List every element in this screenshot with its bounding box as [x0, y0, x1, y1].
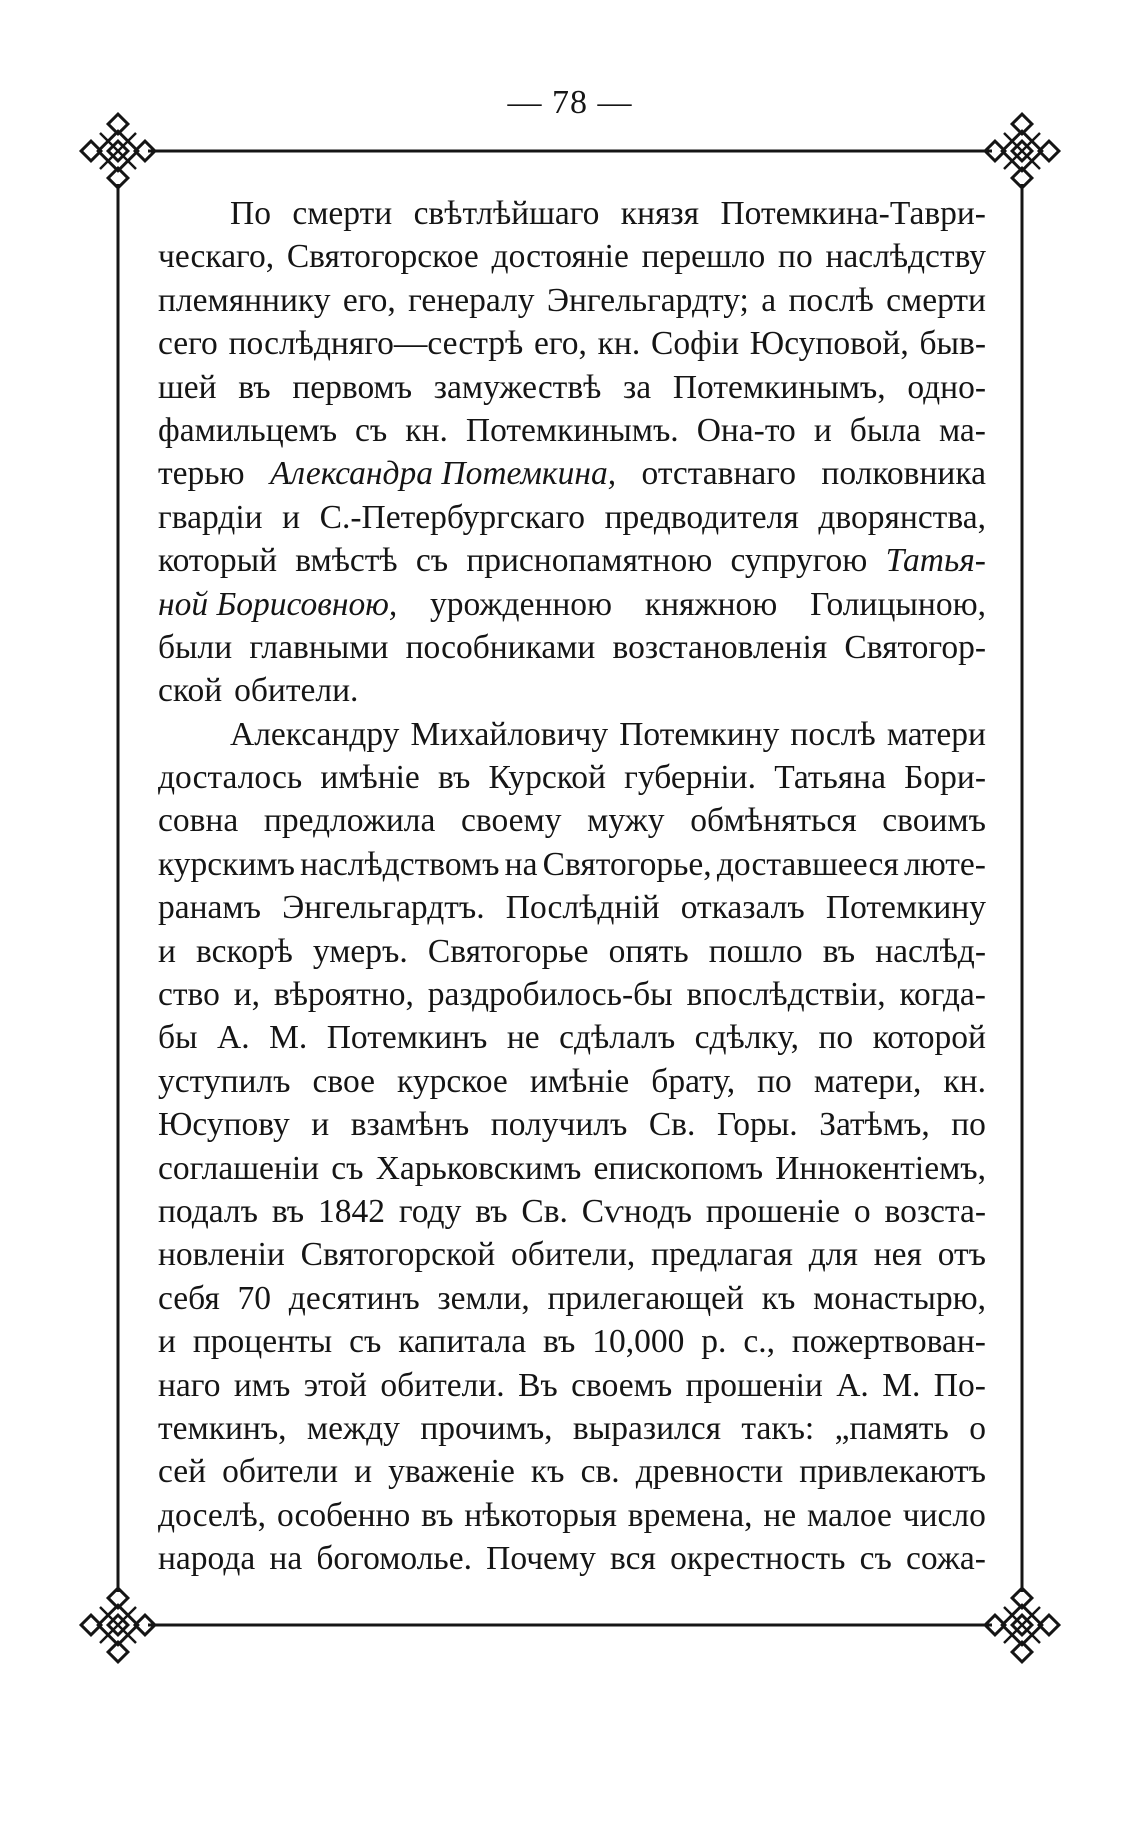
- text-line: гвардіи и С.-Петербургскаго предводителя дворянства,: [158, 498, 986, 536]
- text-line: наго имъ этой обители. Въ своемъ прошеніи А. М. По-: [158, 1366, 986, 1404]
- text-line: и проценты съ капитала въ 10,000 р. с., пожертвован-: [158, 1323, 986, 1361]
- text-line: темкинъ, между прочимъ, выразился такъ: „память о: [158, 1409, 986, 1447]
- text-line: подалъ въ 1842 году въ Св. Сѵнодъ прошеніе о возста-: [158, 1192, 986, 1230]
- page-number: — 78 —: [507, 84, 633, 121]
- text-line: были главными пособниками возстановленія Святогор-: [158, 628, 986, 666]
- text-line: сего послѣдняго—сестрѣ его, кн. Софіи Юсуповой, быв-: [158, 325, 986, 363]
- text-line: Александру Михайловичу Потемкину послѣ матери: [230, 715, 986, 753]
- text-line: и вскорѣ умеръ. Святогорье опять пошло въ наслѣд-: [158, 932, 986, 970]
- text-line: терью Александра Потемкина, отставнаго полковника: [158, 455, 986, 493]
- text-line: сей обители и уваженіе къ св. древности привлекаютъ: [158, 1453, 986, 1491]
- text-line: шей въ первомъ замужествѣ за Потемкинымъ, одно-: [158, 368, 986, 406]
- text-line: ранамъ Энгельгардтъ. Послѣдній отказалъ Потемкину: [158, 889, 986, 927]
- corner-ornament-bottom-right: [985, 1588, 1059, 1662]
- text-line: По смерти свѣтлѣйшаго князя Потемкина-Таври-: [230, 195, 986, 232]
- text-line: уступилъ свое курское имѣніе брату, по матери, кн.: [158, 1062, 986, 1100]
- text-line: досталось имѣніе въ Курской губерніи. Татьяна Бори-: [158, 759, 986, 797]
- text-line: племяннику его, генералу Энгельгардту; а послѣ смерти: [158, 281, 986, 319]
- text-line: ческаго, Святогорское достояніе перешло по наслѣдству: [158, 238, 986, 276]
- body-text: [158, 192, 986, 1581]
- text-line: курскимъ наслѣдствомъ на Святогорье, доставшееся люте-: [158, 845, 986, 883]
- text-line: соглашеніи съ Харьковскимъ епископомъ Иннокентіемъ,: [158, 1149, 986, 1187]
- text-line: ской обители.: [158, 672, 359, 710]
- text-line: ство и, вѣроятно, раздробилось-бы впослѣдствіи, когда-: [158, 976, 986, 1014]
- text-line: фамильцемъ съ кн. Потемкинымъ. Она-то и была ма-: [158, 411, 986, 449]
- text-line: народа на богомолье. Почему вся окрестность съ сожа-: [158, 1540, 986, 1578]
- text-line: совна предложила своему мужу обмѣняться своимъ: [158, 802, 986, 840]
- text-line: себя 70 десятинъ земли, прилегающей къ монастырю,: [158, 1279, 986, 1317]
- text-line: Юсупову и взамѣнъ получилъ Св. Горы. Затѣмъ, по: [158, 1106, 986, 1144]
- corner-ornament-top-left: [81, 114, 155, 188]
- corner-ornament-bottom-left: [81, 1588, 155, 1662]
- text-line: который вмѣстѣ съ приснопамятною супругою Татья-: [158, 542, 986, 580]
- text-line: ной Борисовною, урожденною княжною Голицыною,: [158, 585, 986, 623]
- text-line: бы А. М. Потемкинъ не сдѣлалъ сдѣлку, по которой: [158, 1019, 986, 1057]
- corner-ornament-top-right: [985, 114, 1059, 188]
- text-line: доселѣ, особенно въ нѣкоторыя времена, не малое число: [158, 1496, 986, 1534]
- text-line: новленіи Святогорской обители, предлагая для нея отъ: [158, 1236, 986, 1274]
